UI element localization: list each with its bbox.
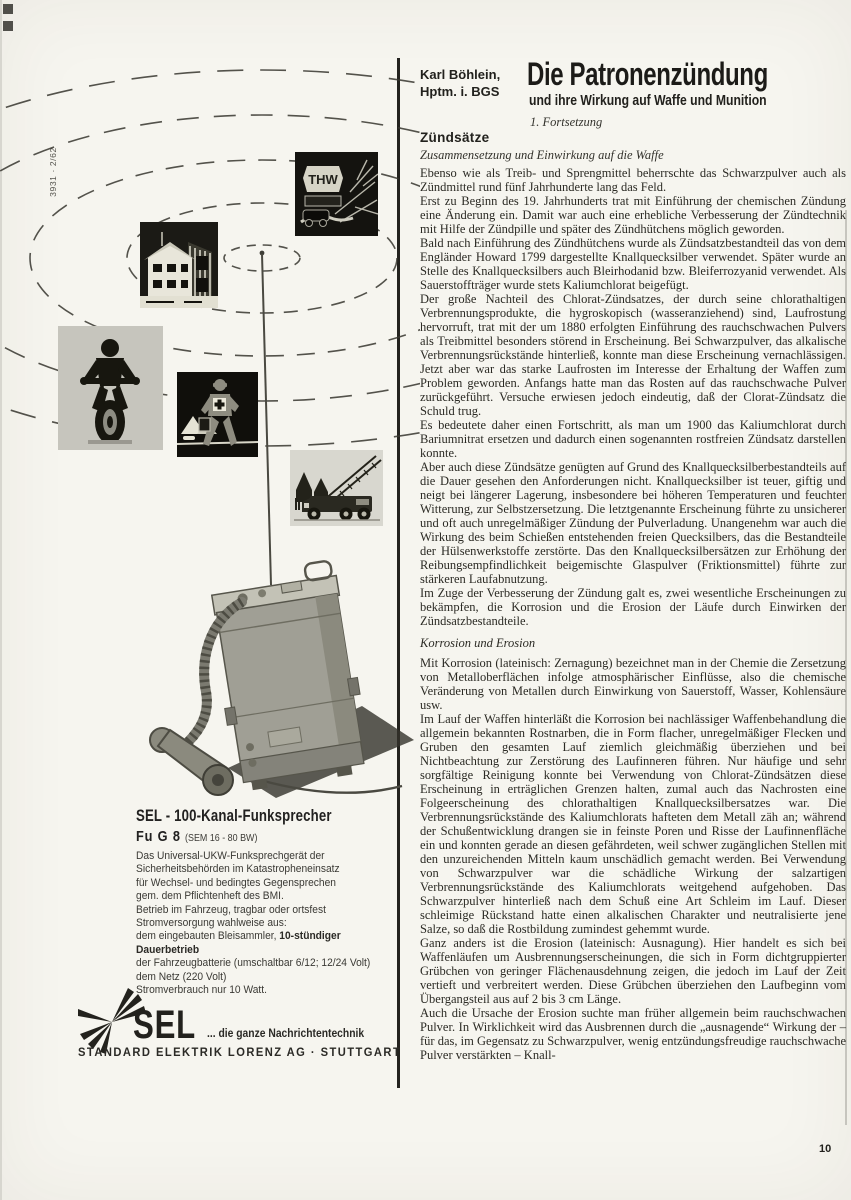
sel-brand-wordmark: SEL — [133, 1003, 197, 1047]
ad-headline: SEL - 100-Kanal-Funksprecher — [136, 807, 332, 825]
article-paragraph: Im Zuge der Verbesserung der Zündung galt es, zwei wesentliche Erscheinungen zu bekämpfen, die Korrosion und die Erosion der Läufe durch Einwirken der Zündsatzbestandteile. — [420, 586, 846, 628]
ad-model-spec: (SEM 16 - 80 BW) — [185, 832, 258, 844]
svg-text:THW: THW — [308, 172, 338, 187]
article-paragraph: Ebenso wie als Treib- und Sprengmittel beherrschte das Schwarzpulver auch als Zündmittel rund fünf Jahrhunderte lang das Feld. — [420, 166, 846, 194]
ad-spec-line: Das Universal-UKW-Funksprechgerät der — [136, 850, 325, 862]
sel-tagline: ... die ganze Nachrichtentechnik — [207, 1026, 365, 1040]
print-code: 3931 · 2/62 — [48, 147, 58, 197]
portable-radio-icon — [110, 240, 420, 800]
ad-model-line — [136, 828, 257, 846]
page-number: 10 — [819, 1143, 832, 1155]
ad-spec-line: Dauerbetrieb — [136, 943, 200, 956]
registration-mark-icon — [3, 21, 13, 31]
article-paragraph: Im Lauf der Waffen hinterläßt die Korrosion bei nachlässiger Waffenbehandlung die allgemein bekannten Rostnarben, die in Form flacher, unregelmäßiger Flecken und Gruben den gesamten Lauf ziemlich gleichmäßig überziehen und bei Nichtbeachtung zur Zerstörung des Laufinneren führen. Nur häufige und sehr sorgfältige Reinigung konnte bei Verwendung von Chlorat-Zündsätzen diese Erscheinung in erträglichen Grenzen halten, zumal auch das Nachrosten eine Folgeerscheinung des chlorathaltigen Knallquecksilbersatzes war. Die Verbrennungsrückstände des Kaliumchlorats hafteten dem Metall zäh an; während der Schußentwicklung drangen sie in feinste Poren und Risse der Laufinnenfläche ein und konnten gerade an diesen gefährdeten, weil schwer zugänglichen Stellen mit den unzureichenden Mitteln kaum unschädlich gemacht werden. Bei Verwendung von Schwarzpulver war die schädliche Wirkung der salzartigen Verbrennungsrückstände des Kaliumchlorats weitgehend aufgehoben. Das Schwarzpulver hinterließ nach dem Schuß eine Art Schleim im Lauf. Dieser schleimige Rückstand hatte einen alkalischen Charakter und neutralisierte jene Salze, so daß die Rostbildung zumindest gehemmt wurde. — [420, 712, 846, 936]
article-subtitle: und ihre Wirkung auf Waffe und Munition — [529, 93, 767, 109]
ad-spec-line: Sicherheitsbehörden im Katastropheneinsatz — [136, 863, 340, 876]
registration-mark-icon — [3, 4, 13, 14]
article-paragraph: Bald nach Einführung des Zündhütchens wurde als Zündsatzbestandteil das von dem Engländer Howard 1799 dargestellte Knallquecksilber verwendet. Später wurde an Stelle des Knallquecksilbers auch Bleirhodanid bzw. Bleiferrozyanid verwendet. Als Sauerstoffträger wurde stets Kaliumchlorat beigefügt. — [420, 236, 846, 292]
ad-model-name: Fu G 8 — [136, 828, 181, 845]
article-continuation: 1. Fortsetzung — [530, 115, 603, 129]
author-name: Karl Böhlein, — [420, 67, 501, 82]
article-paragraph: Mit Korrosion (lateinisch: Zernagung) bezeichnet man in der Chemie die Zersetzung von Metalloberflächen infolge atmosphärischer Einflüsse, also die chemische Veränderung von Metallen durch Einwirkung von Sauerstoff, Wasser, Kohlensäure usw. — [420, 656, 846, 712]
ad-spec-line: der Fahrzeugbatterie (umschaltbar 6/12; 12/24 Volt) — [136, 957, 371, 970]
ad-spec-line: für Wechsel- und bedingtes Gegensprechen — [136, 876, 336, 889]
ad-spec-line: dem eingebauten Bleisammler, 10-stündiger — [136, 930, 341, 943]
article-section-head: Zündsätze — [420, 130, 490, 145]
article-paragraph: Erst zu Beginn des 19. Jahrhunderts trat mit Einführung der chemischen Zündung eine Änderung ein. Damit war auch eine erhebliche Verbesserung der Zündtechnik mit Hilfe der Zündpille und später des Zündhütchens möglich geworden. — [420, 194, 846, 236]
article-author — [420, 66, 500, 100]
ad-spec-line: Stromversorgung wahlweise aus: — [136, 917, 287, 930]
sel-company-line: STANDARD ELEKTRIK LORENZ AG · STUTTGART — [78, 1047, 402, 1059]
article-body — [420, 166, 846, 1062]
ad-spec-line: Betrieb im Fahrzeug, tragbar oder ortsfest — [136, 903, 326, 916]
article-paragraph: Es bedeutete daher einen Fortschritt, als man um 1900 das Kaliumchlorat durch Bariumnitrat ersetzen und dadurch einen sogenannten rostfreien Zündsatz darstellen konnte. — [420, 418, 846, 460]
article-subsection-head: Korrosion und Erosion — [420, 636, 536, 650]
ad-spec-lines — [136, 850, 406, 997]
ad-spec-line: dem Netz (220 Volt) — [136, 970, 227, 983]
article-paragraph: Auch die Ursache der Erosion suchte man früher allgemein beim rauchschwachen Pulver. In Wirklichkeit wird das Ausbrennen durch die „ausnagende“ Wirkung der – für das, im Gegensatz zu Schwarzpulver, wenig entzündungsfreudige rauchschwache Pulver verstärkten – Knall- — [420, 1006, 846, 1062]
article-paragraph: Ganz anders ist die Erosion (lateinisch: Ausnagung). Hier handelt es sich bei Waffenläufen um Ausbrennungserscheinungen, die sich in Form dichtgruppierter Grübchen von geringer Flächenausdehnung zeigen, die jedoch im Lauf der Zeit vertieft und verbreitert werden. Diese Grübchen überziehen den Laufbeginn vom Übergangsteil aus auf 2 bis 3 cm Länge. — [420, 936, 846, 1006]
article-section-subhead: Zusammensetzung und Einwirkung auf die Waffe — [420, 148, 664, 162]
article-paragraph: Der große Nachteil des Chlorat-Zündsatzes, der durch seine chlorathaltigen Verbrennungsprodukte, die hygroskopisch (wasseranziehend) sind, Laufrostung hervorruft, trat mit der um 1880 erfolgten Einführung des rauchschwachen Pulvers als Treibmittel besonders störend in Erscheinung. Bei Schwarzpulver, das alkalische Verbrennungsrückstände hinterließ, konnte man diese Erscheinung vernachlässigen. Jetzt aber war das starke Laufrosten im Interesse der Erhaltung der Waffen zum Problem geworden. Anfangs hatte man das Rosten auf das rauchschwache Pulver zurückgeführt. Versuche erwiesen jedoch eindeutig, daß der Clorat-Zündsatz die Schuld trug. — [420, 292, 846, 418]
ad-spec-line: gem. dem Pflichtenheft des BMI. — [136, 890, 284, 903]
article-paragraph: Aber auch diese Zündsätze genügten auf Grund des Knallquecksilberbestandteils auf die Dauer gesehen den Anforderungen nicht. Knallquecksilber ist teuer, giftig und neigt bei längerer Lagerung, insbesondere bei höheren Temperaturen und feuchter Witterung, zur Selbstzersetzung. Die letztgenannte Erscheinung führte zu unsicherer und oft auch unregelmäßiger Zündung der Pulverladung. Unangenehm war auch die Wirkung des beim Schießen entstehenden freien Quecksilbers, das die Bestandteile der Hülsenwerkstoffe zerstörte. Das den Knallquecksilbersätzen zur Erhöhung der Reibungsempfindlichkeit beigemischte Glaspulver (Friktionsmittel) führte zur stärkeren Laufabnutzung. — [420, 460, 846, 586]
ad-spec-line: Stromverbrauch nur 10 Watt. — [136, 984, 267, 997]
author-rank: Hptm. i. BGS — [420, 84, 500, 99]
article-title: Die Patronenzündung — [527, 56, 768, 92]
thw-scene-icon — [295, 152, 378, 236]
